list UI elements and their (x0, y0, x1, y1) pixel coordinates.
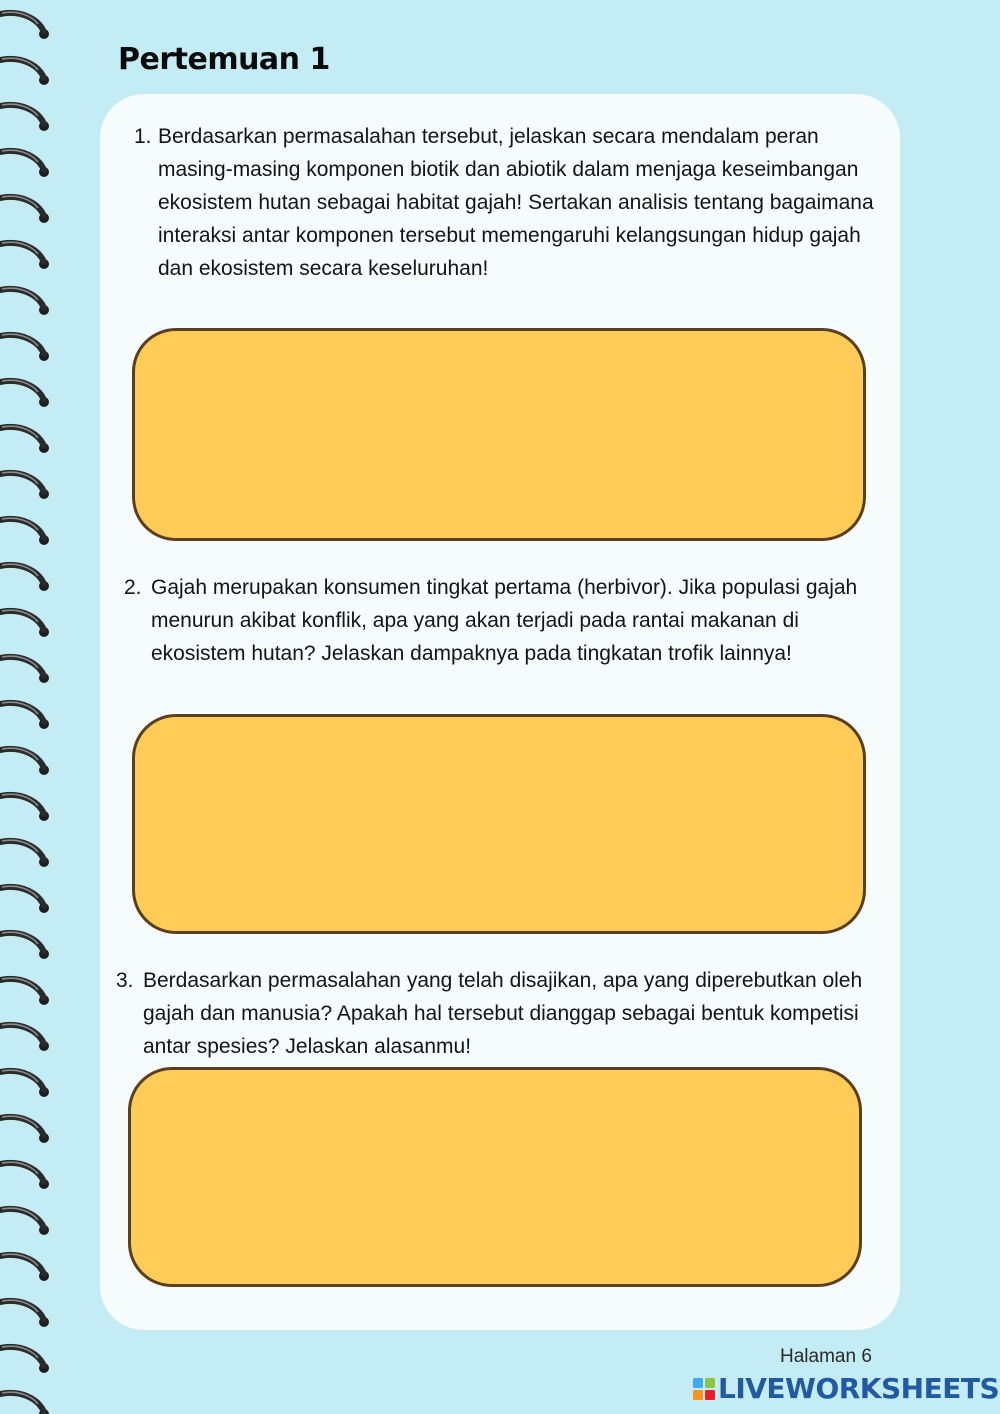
spiral-coil (0, 334, 49, 361)
spiral-coil (0, 1116, 49, 1143)
spiral-coil (0, 702, 49, 729)
brand-name: LIVEWORKSHEETS (718, 1372, 1000, 1405)
question-1-text: Berdasarkan permasalahan tersebut, jelaskan secara mendalam peran masing-masing komponen biotik dan abiotik dalam menjaga keseimbangan ekosistem hutan sebagai habitat gajah! Sertakan analisis tentang bagaimana interaksi antar komponen tersebut memengaruhi kelangsungan hidup gajah dan ekosistem secara keseluruhan! (158, 125, 874, 280)
question-1-number: 1. (134, 125, 152, 148)
spiral-coil (0, 104, 49, 131)
page-title: Pertemuan 1 (118, 42, 330, 77)
spiral-coil (0, 518, 49, 545)
spiral-coil (0, 840, 49, 867)
spiral-coil (0, 932, 49, 959)
spiral-coil (0, 150, 49, 177)
spiral-coil (0, 242, 49, 269)
spiral-coil (0, 380, 49, 407)
question-3-text: Berdasarkan permasalahan yang telah disajikan, apa yang diperebutkan oleh gajah dan manusia? Apakah hal tersebut dianggap sebagai bentuk kompetisi antar spesies? Jelaskan alasanmu! (143, 969, 863, 1058)
question-2-number: 2. (124, 576, 142, 599)
spiral-coil (0, 794, 49, 821)
spiral-coil (0, 1070, 49, 1097)
spiral-coil (0, 426, 49, 453)
spiral-coil (0, 1024, 49, 1051)
spiral-coil (0, 196, 49, 223)
spiral-coil (0, 1162, 49, 1189)
spiral-coil (0, 564, 49, 591)
spiral-coil (0, 1300, 49, 1327)
brand-watermark (692, 1372, 999, 1405)
spiral-coil (0, 472, 49, 499)
spiral-coil (0, 58, 49, 85)
spiral-binding (0, 0, 60, 1414)
spiral-coil (0, 978, 49, 1005)
question-1 (134, 120, 874, 285)
spiral-coil (0, 1208, 49, 1235)
spiral-coil (0, 748, 49, 775)
answer-box-2[interactable] (132, 714, 866, 934)
spiral-coil (0, 1254, 49, 1281)
spiral-coil (0, 12, 49, 39)
liveworksheets-logo-icon (692, 1377, 716, 1401)
answer-box-3[interactable] (128, 1067, 862, 1287)
question-3-number: 3. (116, 969, 134, 992)
spiral-coil (0, 610, 49, 637)
spiral-coil (0, 886, 49, 913)
spiral-coil (0, 656, 49, 683)
spiral-coil (0, 1346, 49, 1373)
spiral-coil (0, 288, 49, 315)
question-2-text: Gajah merupakan konsumen tingkat pertama (herbivor). Jika populasi gajah menurun akibat konflik, apa yang akan terjadi pada rantai makanan di ekosistem hutan? Jelaskan dampaknya pada tingkatan trofik lainnya! (151, 576, 858, 665)
page-number: Halaman 6 (780, 1346, 872, 1367)
answer-box-1[interactable] (132, 328, 866, 541)
spiral-coil (0, 1392, 49, 1414)
question-2 (124, 571, 864, 670)
question-3 (116, 964, 896, 1063)
